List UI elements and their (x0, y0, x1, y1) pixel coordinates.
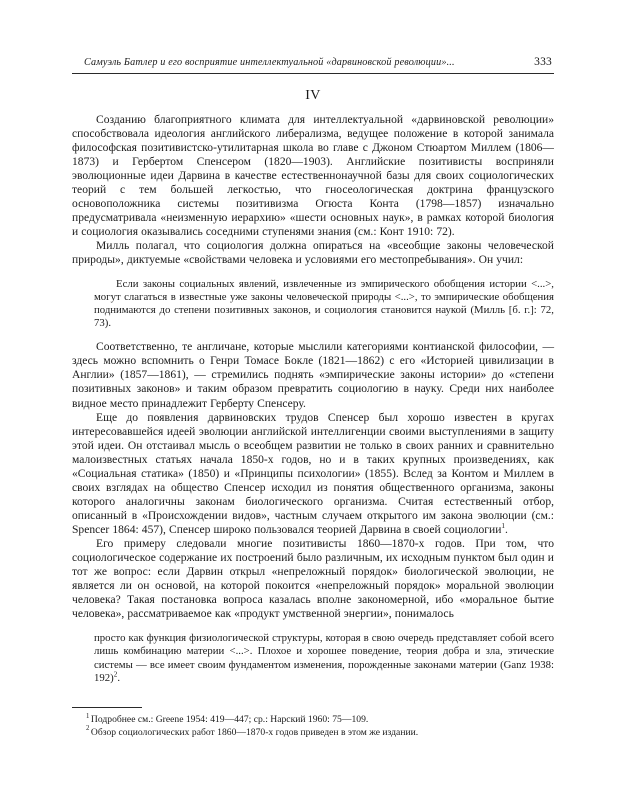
paragraph-4 (72, 411, 554, 537)
paragraph-4-text: Еще до появления дарвиновских трудов Спенсер был хорошо известен в кругах интересовавшейся идеей эволюции английской интеллигенции своими выступлениями в защиту этой идеи. Он отстаивал мысль о всеобщем развитии не только в своих ранних и сравнительно малоизвестных статьях начала 1850-х годов, но и в таких крупных произведениях, как «Социальная статика» (1850) и «Принципы психологии» (1855). Вслед за Контом и Миллем в своих взглядах на общество Спенсер исходил из понятия общественного организма, законы которого аналогичны законам биологического организма. Считая естественный отбор, описанный в «Происхождении видов», частным случаем открытого им закона эволюции (см.: Spencer 1864: 457), Спенсер широко пользовался теорией Дарвина в своей социологии (72, 411, 554, 536)
spacer (72, 621, 554, 632)
spacer (72, 330, 554, 340)
block-quote-1: Если законы социальных явлений, извлеченные из эмпирического обобщения истории <...>, могут слагаться в известные уже законы человеческой природы <...>, то эмпирические обобщения поднимаются до степени позитивных законов, и социология становится наукой (Милль [б. г.]: 72, 73). (94, 277, 554, 330)
spacer (72, 268, 554, 278)
paragraph-1: Созданию благоприятного климата для интеллектуальной «дарвиновской революции» способствовала идеология английского либерализма, ведущее положение в которой занимала философская позитивистско-утилитарная школа во главе с Джоном Стюартом Миллем (1806—1873) и Гербертом Спенсером (1820—1903). Английские позитивисты восприняли эволюционные идеи Дарвина в качестве естественнонаучной базы для своих социологических теорий с тем большей легкостью, что гносеологическая доктрина французского основоположника системы позитивизма Огюста Конта (1798—1857) изначально предусматривала «неизменную иерархию» «шести основных наук», в рамках которой биология и социология оказывались соседними ступенями знания (см.: Конт 1910: 72). (72, 114, 554, 239)
paragraph-3: Соответственно, те англичане, которые мыслили категориями контианской философии, — здесь можно вспомнить о Генри Томасе Бокле (1821—1862) с его «Историей цивилизации в Англии» (1857—1861), — стремились поднять «эмпирические законы истории» до «степени позитивных законов» и таким образом превратить социологию в науку. Среди них наиболее видное место принадлежит Герберту Спенсеру. (72, 341, 554, 410)
block-quote-2-text: просто как функция физиологической структуры, которая в свою очередь представляет собой всего лишь комбинацию материи <...>. Плохое и хорошее поведение, теория добра и зла, этические системы — все имеет своим фундаментом изменения, порожденные законами материи (Ganz 1938: 192) (94, 632, 554, 684)
block-quote-2-tail: . (117, 671, 120, 684)
footnote-1-text: Подробнее см.: Greene 1954: 419—447; ср.: Нарский 1960: 75—109. (90, 714, 369, 725)
footnote-reference-2[interactable]: 2 (113, 670, 118, 679)
footnote-reference-1[interactable]: 1 (501, 522, 506, 531)
footnote-2-text: Обзор социологических работ 1860—1870-х годов приведен в этом же издании. (90, 726, 419, 738)
footnote-1-marker: 1 (86, 712, 90, 720)
running-head-title: Самуэль Батлер и его восприятие интеллектуальной «дарвиновской революции»... (84, 57, 455, 68)
paragraph-2: Милль полагал, что социология должна опираться на «всеобщие законы человеческой природы», диктуемые «свойствами человека и условиями его местопребывания». Он учил: (72, 240, 554, 267)
footnote-2 (72, 727, 554, 740)
body-text-column (72, 113, 554, 685)
header-rule (72, 73, 554, 74)
footnotes-section (72, 714, 554, 739)
section-numeral: IV (305, 88, 321, 103)
paragraph-5: Его примеру следовали многие позитивисты 1860—1870-х годов. При том, что социологическое содержание их построений было различным, их исходным пунктом был один и тот же вопрос: если Дарвин открыл «непреложный порядок» биологической эволюции, не является ли он основой, на которой покоится «непреложный порядок» моральной эволюции человека? Такая постановка вопроса казалась вполне закономерной, ибо «моральное бытие человека», рассматриваемое как «продукт умственной энергии», понималось (72, 537, 554, 621)
footnote-separator-rule (72, 707, 142, 708)
footnote-2-marker: 2 (86, 725, 90, 733)
running-head (72, 56, 554, 68)
footnote-1 (72, 714, 554, 727)
paragraph-4-tail: . (505, 523, 508, 536)
block-quote-2 (72, 632, 554, 685)
page-number: 333 (534, 56, 552, 68)
